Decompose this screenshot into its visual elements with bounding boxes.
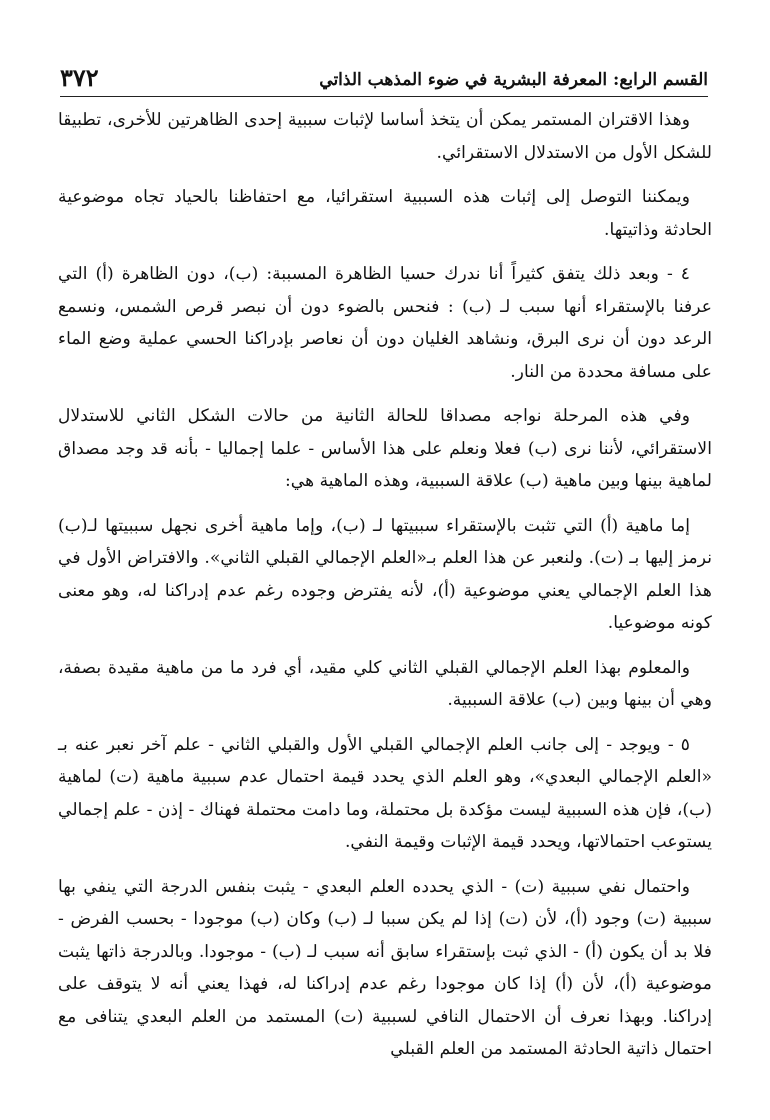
page-header xyxy=(60,52,708,92)
paragraph-6: والمعلوم بهذا العلم الإجمالي القبلي الثاني كلي مقيد، أي فرد ما من ماهية مقيدة بصفة، وهي أن بينها وبين (ب) علاقة السببية. xyxy=(58,657,712,710)
page-body xyxy=(58,104,712,1078)
page-number: ٣٧٢ xyxy=(60,63,99,92)
paragraph-7: ٥ - ويوجد - إلى جانب العلم الإجمالي القبلي الأول والقبلي الثاني - علم آخر نعبر عنه بـ «العلم الإجمالي البعدي»، وهو العلم الذي يحدد قيمة احتمال عدم سببية ماهية (ت) لماهية (ب)، فإن هذه السببية ليست مؤكدة بل محتملة، وما دامت محتملة فهناك - إذن - علم إجمالي يستوعب احتمالاتها، ويحدد قيمة الإثبات وقيمة النفي. xyxy=(58,734,712,852)
paragraph-2: ويمكننا التوصل إلى إثبات هذه السببية استقرائيا، مع احتفاظنا بالحياد تجاه موضوعية الحادثة وذاتيتها. xyxy=(58,187,712,240)
paragraph-1: وهذا الاقتران المستمر يمكن أن يتخذ أساسا لإثبات سببية إحدى الظاهرتين للأخرى، تطبيقا للشكل الأول من الاستدلال الاستقرائي. xyxy=(58,110,712,163)
paragraph-5: إما ماهية (أ) التي تثبت بالإستقراء سببيتها لـ (ب)، وإما ماهية أخرى نجهل سببيتها لـ(ب) نرمز إليها بـ (ت). ولنعبر عن هذا العلم بـ«العلم الإجمالي القبلي الثاني». والافتراض الأول في هذا العلم الإجمالي يعني موضوعية (أ)، لأنه يفترض وجوده رغم عدم إدراكنا له، وهو معنى كونه موضوعيا. xyxy=(58,515,712,633)
paragraph-8: واحتمال نفي سببية (ت) - الذي يحدده العلم البعدي - يثبت بنفس الدرجة التي ينفي بها سببية (ت) وجود (أ)، لأن (ت) إذا لم يكن سببا لـ (ب) وكان (ب) موجودا - بحسب الفرض - فلا بد أن يكون (أ) - الذي ثبت بإستقراء سابق أنه سبب لـ (ب) - موجودا. وبالدرجة ذاتها يثبت موضوعية (أ)، لأن (أ) إذا كان موجودا رغم عدم إدراكنا له، فهذا يعني أنه لا يتوقف على إدراكنا. وبهذا نعرف أن الاحتمال النافي لسببية (ت) المستمد من العلم البعدي يتنافى مع احتمال ذاتية الحادثة المستمد من العلم القبلي xyxy=(58,876,712,1059)
paragraph-4: وفي هذه المرحلة نواجه مصداقا للحالة الثانية من حالات الشكل الثاني للاستدلال الاستقرائي، لأننا نرى (ب) فعلا ونعلم على هذا الأساس - علما إجماليا - بأنه قد وجد مصداق لماهية بينها وبين ماهية (ب) علاقة السببية، وهذه الماهية هي: xyxy=(58,406,712,491)
header-divider xyxy=(60,96,708,97)
running-title: القسم الرابع: المعرفة البشرية في ضوء المذهب الذاتي xyxy=(319,70,708,90)
paragraph-3: ٤ - وبعد ذلك يتفق كثيراً أنا ندرك حسيا الظاهرة المسببة: (ب)، دون الظاهرة (أ) التي عرفنا بالإستقراء أنها سبب لـ (ب) : فنحس بالضوء دون أن نبصر قرص الشمس، ونسمع الرعد دون أن نرى البرق، ونشاهد الغليان دون أن نعاصر بإدراكنا الحسي عملية وضع الماء على مسافة محددة من النار. xyxy=(58,264,712,382)
